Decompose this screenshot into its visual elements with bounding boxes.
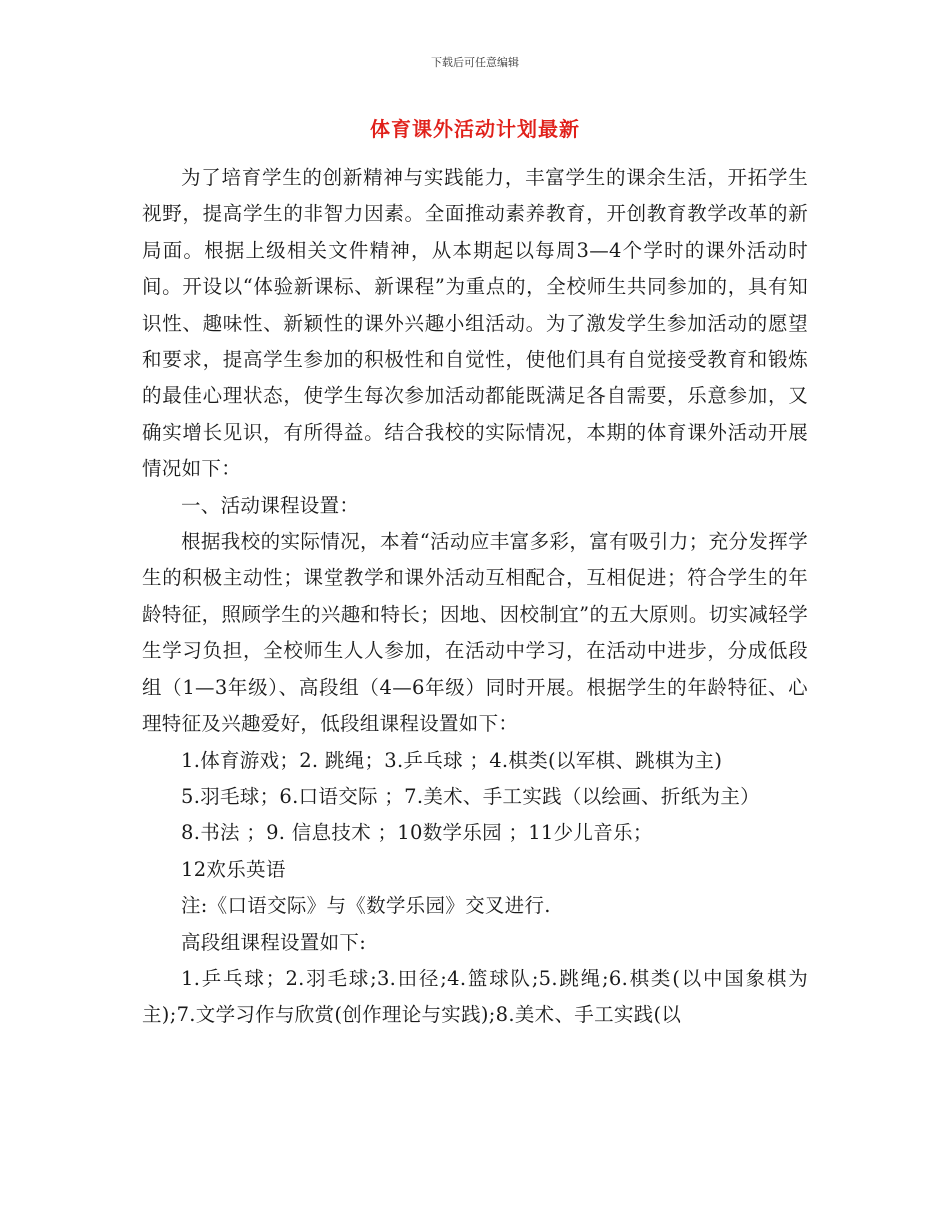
list-item-low-group-4: 12欢乐英语 [181,857,286,881]
note-line: 注:《口语交际》与《数学乐园》交叉进行. [181,894,551,918]
section-heading-high-group: 高段组课程设置如下: [181,930,367,954]
paragraph-intro: 为了培育学生的创新精神与实践能力，丰富学生的课余生活，开拓学生视野，提高学生的非智力因素。全面推动素养教育，开创教育教学改革的新局面。根据上级相关文件精神，从本期起以每周3—4个学时的课外活动时间。开设以“体验新课标、新课程”为重点的，全校师生共同参加的，具有知识性、趣味性、新颖性的课外兴趣小组活动。为了激发学生参加活动的愿望和要求，提高学生参加的积极性和自觉性，使他们具有自觉接受教育和锻炼的最佳心理状态，使学生每次参加活动都能既满足各自需要，乐意参加，又确实增长见识，有所得益。结合我校的实际情况，本期的体育课外活动开展情况如下： [142,166,808,481]
list-item-high-group-1: 1.乒乓球；2.羽毛球;3.田径;4.篮球队;5.跳绳;6.棋类(以中国象棋为主);7.文学习作与欣赏(创作理论与实践);8.美术、手工实践(以 [142,966,808,1027]
document-body [142,160,808,1034]
page-header-caption: 下载后可任意编辑 [431,56,519,69]
list-item-low-group-3: 8.书法 ；9. 信息技术 ；10数学乐园 ；11少儿音乐； [181,821,653,845]
list-item-low-group-2: 5.羽毛球；6.口语交际 ；7.美术、手工实践（以绘画、折纸为主） [181,784,760,808]
paragraph-principles: 根据我校的实际情况，本着“活动应丰富多彩，富有吸引力；充分发挥学生的积极主动性；课堂教学和课外活动互相配合，互相促进；符合学生的年龄特征，照顾学生的兴趣和特长；因地、因校制宜”的五大原则。切实减轻学生学习负担，全校师生人人参加，在活动中学习，在活动中进步，分成低段组（1—3年级）、高段组（4—6年级）同时开展。根据学生的年龄特征、心理特征及兴趣爱好，低段组课程设置如下： [142,530,808,736]
section-heading-course-setup: 一、活动课程设置： [181,493,360,517]
list-item-low-group-1: 1.体育游戏；2. 跳绳；3.乒乓球 ；4.棋类(以军棋、跳棋为主) [181,748,723,772]
document-title: 体育课外活动计划最新 [370,117,580,141]
